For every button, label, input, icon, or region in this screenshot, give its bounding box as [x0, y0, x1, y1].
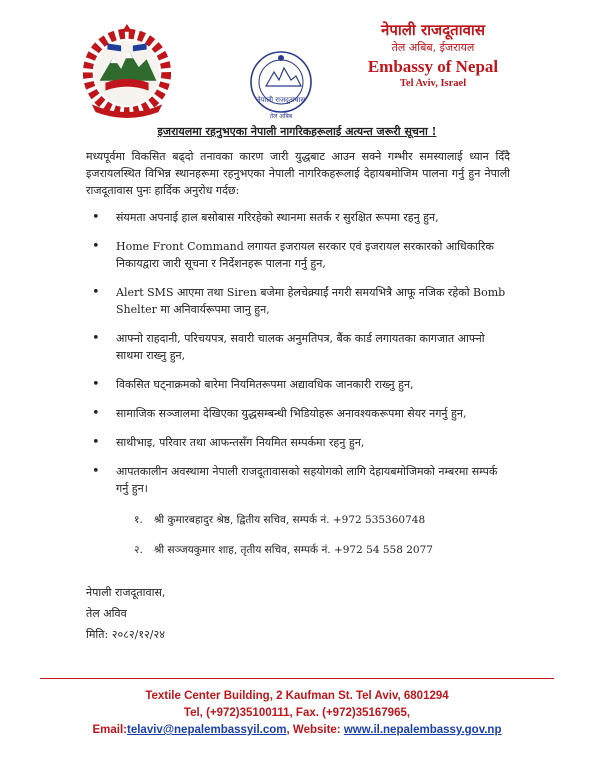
- footer-phone: Tel, (+972)35100111, Fax. (+972)35167965,: [183, 707, 411, 719]
- embassy-title-en: Embassy of Nepal: [367, 57, 499, 76]
- list-item: • संयमता अपनाई हाल बसोबास गरिरहेको स्थानमा सतर्क र सुरक्षित रूपमा रहनु हुन,: [92, 210, 439, 225]
- list-item: • आफ्नो राहदानी, परिचयपत्र, सवारी चालक अनुमतिपत्र, बैंक कार्ड लगायतका कागजात आफ्नो साथमा राख्नु हुन,: [92, 331, 485, 362]
- website-link[interactable]: www.il.nepalembassy.gov.np: [343, 724, 502, 736]
- seal-text: नेपाली राजदूतावास: [256, 96, 306, 104]
- footer: [0, 688, 594, 739]
- bullet-dot-icon: •: [92, 285, 100, 300]
- list-item: • आपतकालीन अवस्थामा नेपाली राजदूतावासको सहयोगको लागि देहायबमोजिमको नम्बरमा सम्पर्क गर्नु हुन।: [92, 464, 498, 495]
- list-item: • Alert SMS आएमा तथा Siren बजेमा हेलचेक्र्याईं नगरी समयभित्रै आफू नजिक रहेको Bomb Shelter मा अनिवार्यरूपमा जानु हुन,: [92, 285, 506, 316]
- contact-item: १. श्री कुमारबहादुर श्रेष्ठ, द्वितीय सचिव, सम्पर्क नं. +972 535360748: [134, 514, 426, 526]
- intro-paragraph: मध्यपूर्वमा विकसित बढ्दो तनावका कारण जारी युद्धबाट आउन सक्ने गम्भीर समस्यालाई ध्यान दिँदै इजरायलस्थित विभिन्न स्थानहरूमा रहनुभएका नेपाली नागरिकहरूलाई देहायबमोजिम पालना गर्नु हुन नेपाली राजदूतावास पुनः हार्दिक अनुरोध गर्दछ:: [86, 150, 510, 197]
- list-item: • सामाजिक सञ्जालमा देखिएका युद्धसम्बन्धी भिडियोहरू अनावश्यकरूपमा सेयर नगर्नु हुन,: [92, 406, 467, 421]
- seal-text-bottom: तेल अबिब: [269, 113, 293, 120]
- embassy-city-np: तेल अबिब, ईजरायल: [391, 41, 475, 54]
- bullet-dot-icon: •: [92, 435, 100, 450]
- bullet-dot-icon: •: [92, 210, 100, 225]
- signature-block: [86, 582, 165, 645]
- contact-text: श्री सञ्जयकुमार शाह, तृतीय सचिव, सम्पर्क नं. +972 54 558 2077: [154, 544, 433, 556]
- list-item: • साथीभाइ, परिवार तथा आफन्तसँग नियमित सम्पर्कमा रहनु हुन,: [92, 435, 365, 450]
- embassy-city-en: Tel Aviv, Israel: [399, 78, 467, 89]
- bullet-dot-icon: •: [92, 239, 100, 254]
- footer-address: Textile Center Building, 2 Kaufman St. Tel Aviv, 6801294: [145, 690, 449, 702]
- bullet-dot-icon: •: [92, 331, 100, 346]
- notice-subject: इजरायलमा रहनुभएका नेपाली नागरिकहरूलाई अत्यन्त जरूरी सूचना !: [157, 125, 437, 138]
- contact-list: [134, 512, 433, 572]
- signature-date: मिति: २०८२/१२/२४: [86, 628, 165, 641]
- contact-text: श्री कुमारबहादुर श्रेष्ठ, द्वितीय सचिव, सम्पर्क नं. +972 535360748: [154, 514, 426, 526]
- bullet-dot-icon: •: [92, 406, 100, 421]
- letterhead: [348, 20, 518, 91]
- instruction-list: [86, 209, 510, 497]
- contact-item: २. श्री सञ्जयकुमार शाह, तृतीय सचिव, सम्पर्क नं. +972 54 558 2077: [134, 544, 433, 556]
- signature-org: नेपाली राजदूतावास,: [86, 586, 166, 599]
- email-link[interactable]: telaviv@nepalembassyil.com: [127, 724, 287, 736]
- embassy-title-np: नेपाली राजदूतावास: [381, 21, 485, 39]
- nepal-emblem-icon: [78, 22, 176, 120]
- embassy-seal-icon: [246, 46, 316, 122]
- footer-contact-line: Email:telaviv@nepalembassyil.com, Website: www.il.nepalembassy.gov.np: [92, 724, 502, 736]
- bullet-dot-icon: •: [92, 464, 100, 479]
- signature-city: तेल अविव: [86, 607, 127, 620]
- footer-divider: [40, 678, 554, 679]
- bullet-dot-icon: •: [92, 377, 100, 392]
- list-item: • Home Front Command लगायत इजरायल सरकार एवं इजरायल सरकारको आधिकारिक निकायद्वारा जारी सूचना र निर्देशनहरू पालना गर्नु हुन,: [92, 239, 494, 270]
- list-item: • विकसित घट्नाक्रमको बारेमा नियमितरूपमा अद्यावधिक जानकारी राख्नु हुन,: [92, 377, 414, 392]
